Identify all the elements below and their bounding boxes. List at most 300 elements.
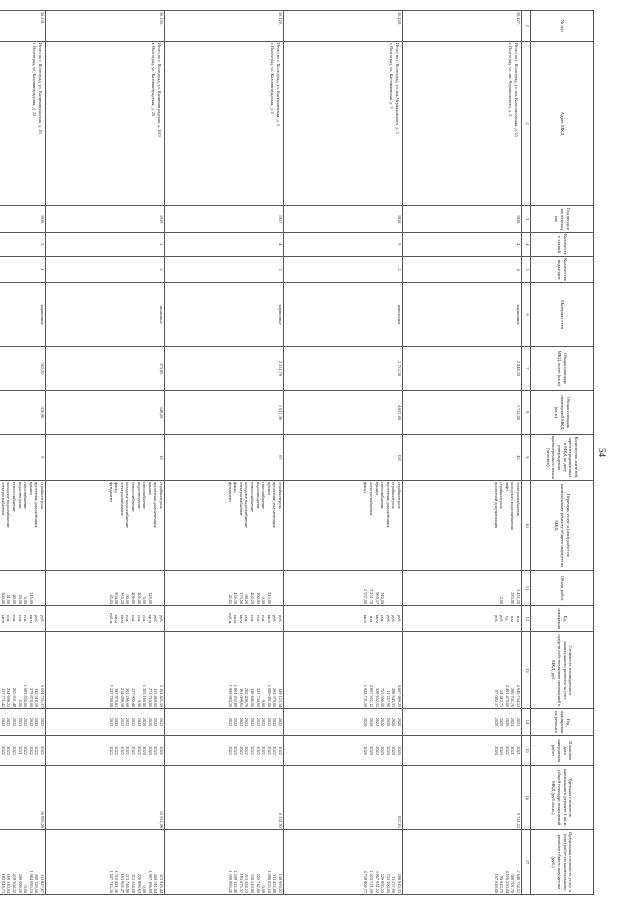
limit-costs-list-line: 1 097 186,80 <box>147 870 153 893</box>
end-dates-list-line: 2022 <box>238 746 244 755</box>
plan-years-list-line: 2022 <box>136 717 142 727</box>
units-list <box>403 606 522 632</box>
table-row <box>284 11 403 895</box>
costs-list-line: 113 919,59 <box>34 688 40 708</box>
plan-years-list-line: 2020 <box>499 717 505 727</box>
works-list-line: проектная документация <box>272 481 278 528</box>
limit-costs-list-line: 330 510,00 <box>250 873 256 893</box>
works-list <box>284 480 403 570</box>
header-cell-4: Количество этажей <box>531 232 594 256</box>
end-dates-list-line: 2022 <box>250 746 256 755</box>
total-label: Итого по г. Волгоград, ул. Кастанаевская, д. 5 <box>276 42 281 126</box>
limit-costs-list-line: 526 865,52 <box>380 873 386 893</box>
plan-years-list-line: 2022 <box>238 717 244 727</box>
units-list-line: п.м. <box>136 615 142 623</box>
year-built: 1957 <box>165 206 284 232</box>
works-list <box>165 480 284 570</box>
limit-costs-list <box>165 830 284 895</box>
header-cell-12: Ед. измерения <box>531 606 594 632</box>
volumes-list-line: 365,20 <box>119 592 125 605</box>
works-list <box>0 480 46 570</box>
limit-costs-list-line: 580 701,70 <box>510 873 516 893</box>
units-list-line: кв.м <box>233 614 239 623</box>
works-list-line: стройконтроль <box>391 481 397 509</box>
plan-years-list-line: 2021 <box>17 717 23 727</box>
plan-years-list-line: 2022 <box>119 717 125 727</box>
area-total: 362,20 <box>0 346 46 390</box>
wall-material: шлаковые <box>46 283 165 347</box>
volumes-list-line: 969,57 <box>374 592 380 605</box>
limit-costs-list-line: 218 304,22 <box>12 873 18 893</box>
units-list-line: руб. <box>40 615 45 623</box>
costs-list-line: 1 089 081,00 <box>266 684 272 708</box>
units-list-line: куб.м. <box>227 613 233 625</box>
column-number-12: 12 <box>522 606 531 632</box>
works-list-line: фасад <box>233 481 239 493</box>
address-cell <box>46 41 165 206</box>
costs-list-line: 1 999 983,20 <box>227 684 233 708</box>
limit-costs-list-line: 149 693,02 <box>278 873 283 893</box>
limit-costs-list-line: 168 310,04 <box>6 873 12 893</box>
costs-list-line: 2 649 734,51 <box>516 684 521 708</box>
works-list-line: холодное водоснабжение <box>244 481 250 528</box>
units-list-line: п.м. <box>131 615 137 623</box>
end-dates-list-line: 2022 <box>108 746 114 755</box>
column-number-13: 13 <box>522 632 531 709</box>
plan-years-list-line: 2020 <box>385 717 391 727</box>
volumes-list-line <box>493 572 499 604</box>
volumes-list-line <box>391 572 397 604</box>
area-total: 2 351,79 <box>165 346 284 390</box>
plan-years-list-line: 2020 <box>391 717 397 727</box>
plan-years-list-line: 2022 <box>233 717 239 727</box>
area-total: 373,80 <box>46 346 165 390</box>
limit-costs-list-line: 312 354,68 <box>131 873 137 893</box>
total-label: Итого по г. Волгоград, ул. им. Комсомольская, д. 15 <box>514 42 519 138</box>
limit-costs-list-line: 185 018,71 <box>0 873 6 893</box>
total-label: Итого по г. Волгоград, ул. им. Черняховского, д. 3 <box>395 42 400 134</box>
units-list-line: руб. <box>391 615 397 623</box>
plan-years-list <box>403 709 522 735</box>
area-total: 2 733,30 <box>284 346 403 390</box>
works-list <box>46 480 165 570</box>
units-list <box>284 606 403 632</box>
works-list-line: электроснабжение <box>119 481 125 516</box>
plan-years-list-line: 2022 <box>23 717 29 727</box>
residents: 67 <box>165 434 284 480</box>
year-built: 1958 <box>403 206 522 232</box>
works-list-line: водоотведение <box>17 481 23 509</box>
end-dates-list <box>46 735 165 766</box>
costs-list-line: 149 123,34 <box>278 687 283 708</box>
costs-list-line: 1 337 799,08 <box>108 684 114 708</box>
plan-years-list-line: 2020 <box>504 717 510 727</box>
column-number-5: 5 <box>522 256 531 282</box>
plan-years-list <box>284 709 403 735</box>
end-dates-list-line: 2022 <box>504 746 510 755</box>
volumes-list-line: 436,50 <box>233 592 239 605</box>
header-cell-1: № п/п <box>531 11 594 42</box>
plan-years-list-line: 2022 <box>34 717 40 727</box>
plan-years-list-line: 2022 <box>374 717 380 727</box>
plan-years-list-line: 2022 <box>114 717 120 727</box>
units-list-line: кв.м <box>363 614 369 623</box>
end-dates-list-line: 2022 <box>244 746 250 755</box>
volumes-list-line: 375,50 <box>238 592 244 605</box>
total-label: Итого по г. Волгоград, ул. Калининградская, д. 18/1 <box>157 42 162 137</box>
units-list-line: п.м <box>516 615 521 622</box>
costs-list-line: 0,00 <box>261 699 267 708</box>
limit-costs-list <box>0 830 46 895</box>
costs-list-line: 1 105 160,00 <box>142 684 148 708</box>
volumes-list-line: 90,00 <box>125 594 131 605</box>
volumes-list-line: 300,00 <box>0 592 6 605</box>
costs-list-line: 1 085 850,00 <box>23 684 29 708</box>
costs-list <box>46 632 165 709</box>
entrances: 1 <box>0 256 46 282</box>
end-dates-list-line: 2020 <box>499 746 505 755</box>
costs-list-line: 113 469,05 <box>153 688 159 708</box>
column-number-16: 16 <box>522 766 531 830</box>
volumes-list-line: 904,00 <box>114 592 120 605</box>
volumes-list-line: 2,00 <box>499 596 505 605</box>
volumes-list <box>403 570 522 605</box>
works-list-line: теплоснабжение <box>131 481 137 512</box>
header-cell-10: Перечень услуг и (или) работ по капитальному ремонту общего имущества МКД <box>531 480 594 570</box>
entrances: 2 <box>46 256 165 282</box>
limit-costs-list-line: 4 556 220,04 <box>504 870 510 893</box>
works-list-line: электроснабжение <box>369 481 375 516</box>
floors: 9 <box>284 232 403 256</box>
costs-list-line: 282 379,00 <box>272 687 278 708</box>
table-body <box>0 11 522 895</box>
costs-list <box>284 632 403 709</box>
area-rooms: 1 712,00 <box>403 390 522 434</box>
works-list-line: фундамент <box>227 481 233 502</box>
works-list-line: газоснабжение <box>380 481 386 510</box>
end-dates-list-line: 2022 <box>114 746 120 755</box>
limit-costs-list-line: 213 746,86 <box>125 873 131 893</box>
limit-costs-list-line: 308 128,56 <box>34 873 40 893</box>
works-list-line: стройконтроль <box>40 481 45 509</box>
limit-costs-list-line: 111 827,67 <box>40 873 45 893</box>
volumes-list-line: 2 251,70 <box>369 589 375 605</box>
header-cell-3: Год ввода в эксплуатацию <box>531 206 594 232</box>
limit-costs-list-line: 1 299 122,40 <box>233 870 239 893</box>
units-list <box>46 606 165 632</box>
end-dates-list-line: 2022 <box>28 746 34 755</box>
end-dates-list-line: 2020 <box>142 746 148 755</box>
plan-years-list-line: 2022 <box>28 717 34 727</box>
wall-material: кирпичные <box>165 283 284 347</box>
units-list-line: кв.м <box>374 614 380 623</box>
units-list-line: руб. <box>153 615 159 623</box>
header-cell-5: Количество подъездов <box>531 256 594 282</box>
header-cell-11: Объем работ <box>531 570 594 605</box>
works-list-line: стройконтроль <box>159 481 164 509</box>
units-list-line: п.м. <box>142 615 148 623</box>
header-cell-17: Предельная стоимость услуг и (или) работ по капитальному ремонту общего имущества (руб.) <box>531 830 594 895</box>
end-dates-list-line: 2020 <box>385 746 391 755</box>
column-number-8: 8 <box>522 390 531 434</box>
costs-list-line: 4 667 669,25 <box>397 684 402 708</box>
works-list-line: водоотведение <box>255 481 261 509</box>
units-list-line: п.м <box>510 615 516 622</box>
column-number-4: 4 <box>522 232 531 256</box>
limit-costs-list-line: 1 023 731,59 <box>369 870 375 893</box>
units-list-line: п.м. <box>255 615 261 623</box>
plan-years-list-line: 2022 <box>6 717 12 727</box>
end-dates-list <box>284 735 403 766</box>
plan-years-list-line: 2022 <box>159 717 164 727</box>
costs-list-line: 197 875,05 <box>114 687 120 708</box>
end-dates-list-line: 2020 <box>369 746 375 755</box>
table-header-row <box>531 11 594 895</box>
works-list-line: крыши <box>266 481 272 495</box>
end-dates-list-line: 2022 <box>131 746 137 755</box>
volumes-list-line: 0,00 <box>261 596 267 605</box>
year-built: 1958 <box>0 206 46 232</box>
table-row <box>0 11 46 895</box>
plan-years-list-line: 2020 <box>142 717 148 727</box>
units-list-line: куб.м. <box>108 613 114 625</box>
plan-years-list-line: 2022 <box>266 717 272 727</box>
volumes-list-line: 105,00 <box>136 592 142 605</box>
limit-costs-list-line: 11 257,90 <box>391 875 397 893</box>
costs-list-line: 205 931,48 <box>12 687 18 708</box>
units-list-line: руб. <box>34 615 40 623</box>
volumes-list-line <box>277 572 283 604</box>
volumes-list-line: 88,20 <box>244 594 250 605</box>
costs-list-line: 11 257,90 <box>385 690 391 708</box>
limit-costs-list-line: 113 920,44 <box>159 873 164 893</box>
column-number-1: 1 <box>522 11 531 42</box>
volumes-list-line <box>39 572 45 604</box>
plan-years-list-line: 2020 <box>147 717 153 727</box>
units-list-line: кв.м <box>119 614 125 623</box>
plan-years-list-line: 2020 <box>493 717 499 727</box>
volumes-list-line: 41,00 <box>6 594 12 605</box>
works-list-line: электроснабжения <box>516 481 521 516</box>
header-cell-2: Адрес МКД <box>531 41 594 206</box>
end-dates-list-line: 2022 <box>40 746 45 755</box>
volumes-list-line: 315,00 <box>28 592 34 605</box>
works-list-line: холодное водоснабжение <box>6 481 12 528</box>
row-number: 56.131. <box>0 11 46 42</box>
works-list-line: газоснабжение <box>261 481 267 510</box>
volumes-list-line: 340,00 <box>380 592 386 605</box>
row-number: 56.128. <box>284 11 403 42</box>
plan-years-list <box>0 709 46 735</box>
units-list-line: п.м. <box>23 615 29 623</box>
unit-cost: 6 531,92 <box>165 766 284 830</box>
works-list-line: крыши <box>28 481 34 495</box>
plan-years-list-line: 2022 <box>250 717 256 727</box>
costs-list-line: 755 590,00 <box>380 687 386 708</box>
volumes-list-line: 283,00 <box>510 592 516 605</box>
header-cell-9: Количество жителей, зарегистрированных в МКД на дату утверждения краткосрочного плана (человек) <box>531 434 594 480</box>
address-text: г. Волгоград, ул. Калининградская, д. 20 <box>150 42 156 117</box>
limit-costs-list-line: 2 649 734,51 <box>516 870 521 893</box>
costs-list-line: 214 098,58 <box>119 687 125 708</box>
limit-costs-list <box>403 830 522 895</box>
address-cell <box>0 41 46 206</box>
plan-years-list-line: 2022 <box>261 717 267 727</box>
costs-list-line: 234 698,22 <box>6 687 12 708</box>
header-cell-14: Год планирования ремонта <box>531 709 594 735</box>
works-list-line: водоотведение <box>136 481 142 509</box>
limit-costs-list <box>284 830 403 895</box>
volumes-list-line: 0,00 <box>142 596 148 605</box>
works-list-line: крыши <box>147 481 153 495</box>
costs-list-line: 1 023 731,59 <box>363 684 369 708</box>
limit-costs-list-line: 99 643,75 <box>499 875 505 893</box>
header-cell-15: Плановая дата завершения работ <box>531 735 594 766</box>
costs-list-line: 24 412,72 <box>499 690 505 708</box>
costs-list-line: 137 771,42 <box>0 687 6 708</box>
units-list-line <box>0 607 6 630</box>
costs-list-line: 227 903,40 <box>131 687 137 708</box>
limit-costs-list-line: 269 911,04 <box>153 873 159 893</box>
volumes-list-line: 20,00 <box>17 594 23 605</box>
entrances: 2 <box>284 256 403 282</box>
works-list-line: проектной документации <box>493 481 499 529</box>
units-list-line: руб. <box>499 615 505 623</box>
column-number-3: 3 <box>522 206 531 232</box>
column-number-2: 2 <box>522 41 531 206</box>
limit-costs-list-line: 107 649,00 <box>493 873 499 893</box>
costs-list-line: 338 640,00 <box>250 687 256 708</box>
limit-costs-list-line: 4 758 809,77 <box>363 870 369 893</box>
end-dates-list <box>0 735 46 766</box>
column-number-10: 10 <box>522 480 531 570</box>
volumes-list-line: 40,00 <box>12 594 18 605</box>
floors: 2 <box>46 232 165 256</box>
works-list-line: электроснабжение <box>238 481 244 516</box>
address-cell <box>165 41 284 206</box>
header-cell-6: Материал стен <box>531 283 594 347</box>
works-list-line: холодного водоснабжения <box>510 481 516 530</box>
works-list-line: газоснабжение <box>142 481 148 510</box>
end-dates-list-line: 2022 <box>159 746 164 755</box>
end-dates-list-line: 2022 <box>278 746 283 755</box>
end-dates-list <box>165 735 284 766</box>
units-list-line: ед. <box>504 616 510 622</box>
volumes-list-line <box>385 572 391 604</box>
limit-costs-list-line: 213 584,12 <box>244 873 250 893</box>
limit-costs-list-line: 288 943,33 <box>397 873 402 893</box>
plan-years-list-line: 2022 <box>12 717 18 727</box>
units-list-line: руб. <box>159 615 164 623</box>
limit-costs-list-line: 0,00 <box>142 885 148 893</box>
costs-list-line: 288 943,33 <box>391 687 397 708</box>
entrances: 3 <box>165 256 284 282</box>
volumes-list-line <box>272 572 278 604</box>
volumes-list <box>46 570 165 605</box>
plan-years-list <box>46 709 165 735</box>
works-list-line: газоснабжение <box>23 481 29 510</box>
plan-years-list-line: 2022 <box>108 717 114 727</box>
plan-years-list-line: 2022 <box>272 717 278 727</box>
works-list-line: проектная документация <box>153 481 159 528</box>
year-built: 1958 <box>284 206 403 232</box>
plan-years-list-line: 2022 <box>40 717 45 727</box>
end-dates-list-line: 2022 <box>233 746 239 755</box>
end-dates-list-line: 2022 <box>119 746 125 755</box>
volumes-list-line: 45,05 <box>108 594 114 605</box>
costs-list-line: 202 438,76 <box>244 687 250 708</box>
row-number: 56.130. <box>46 11 165 42</box>
units-list <box>0 606 46 632</box>
area-rooms: 348,20 <box>46 390 165 434</box>
end-dates-list <box>403 735 522 766</box>
volumes-list-line: 3 451,20 <box>516 589 521 605</box>
end-dates-list-line: 2020 <box>147 746 153 755</box>
plan-years-list-line: 2022 <box>278 717 283 727</box>
works-list-line: фасад <box>114 481 120 493</box>
wall-material: кирпичные <box>0 283 46 347</box>
plan-years-list-line: 2022 <box>125 717 131 727</box>
volumes-list-line <box>158 572 164 604</box>
end-dates-list-line: 2022 <box>0 746 6 755</box>
wall-material: кирпичные <box>403 283 522 347</box>
units-list-line: п.м. <box>6 615 12 623</box>
header-cell-8: Общая площадь помещений МКД (кв.м) <box>531 390 594 434</box>
costs-list-line: 5 691 711,37 <box>40 684 45 708</box>
column-number-17: 17 <box>522 830 531 895</box>
residents: 9 <box>0 434 46 480</box>
units-list-line: п.м <box>369 615 375 622</box>
costs-list-line: 291 266,68 <box>125 687 131 708</box>
end-dates-list-line: 2020 <box>391 746 397 755</box>
works-list <box>403 480 522 570</box>
column-number-14: 14 <box>522 709 531 735</box>
unit-cost: 15 922,08 <box>46 766 165 830</box>
volumes-list-line: 320,00 <box>147 592 153 605</box>
plan-years-list-line: 2021 <box>510 717 516 727</box>
units-list-line: кв.м <box>238 614 244 623</box>
column-number-15: 15 <box>522 735 531 766</box>
units-list-line: руб. <box>493 615 499 623</box>
costs-list <box>165 632 284 709</box>
unit-cost: 9 741,55 <box>403 766 522 830</box>
limit-costs-list-line: 3 807 951,12 <box>374 870 380 893</box>
address-text: г. Волгоград, ул. Калининградская, д. 22 <box>31 42 37 117</box>
units-list-line: п.м. <box>250 615 256 623</box>
end-dates-list-line: 2020 <box>363 746 369 755</box>
units-list-line: кв.м <box>266 614 272 623</box>
volumes-list-line: 215,00 <box>266 592 272 605</box>
works-list-line: проектная документация <box>34 481 40 528</box>
end-dates-list-line: 2020 <box>397 746 402 755</box>
wall-material: панельные <box>284 283 403 347</box>
volumes-list-line: 0,00 <box>23 596 29 605</box>
end-dates-list-line: 2022 <box>34 746 40 755</box>
area-rooms: 336,90 <box>0 390 46 434</box>
volumes-list <box>165 570 284 605</box>
volumes-list-line: 2 937,00 <box>363 589 369 605</box>
header-cell-13: Стоимость планируемого капитального ремонта за счет средств собственников помещений в МКД, руб. <box>531 632 594 709</box>
end-dates-list-line: 2022 <box>125 746 131 755</box>
units-list-line: руб. <box>397 615 402 623</box>
works-list-line: лифт <box>504 481 510 492</box>
end-dates-list-line: 2022 <box>6 746 12 755</box>
area-rooms: 1 017,36 <box>165 390 284 434</box>
works-list-line: крыши <box>374 481 380 495</box>
unit-cost: 857,61 <box>284 766 403 830</box>
plan-years-list-line: 2022 <box>255 717 261 727</box>
costs-list-line: 3 807 951,12 <box>369 684 375 708</box>
